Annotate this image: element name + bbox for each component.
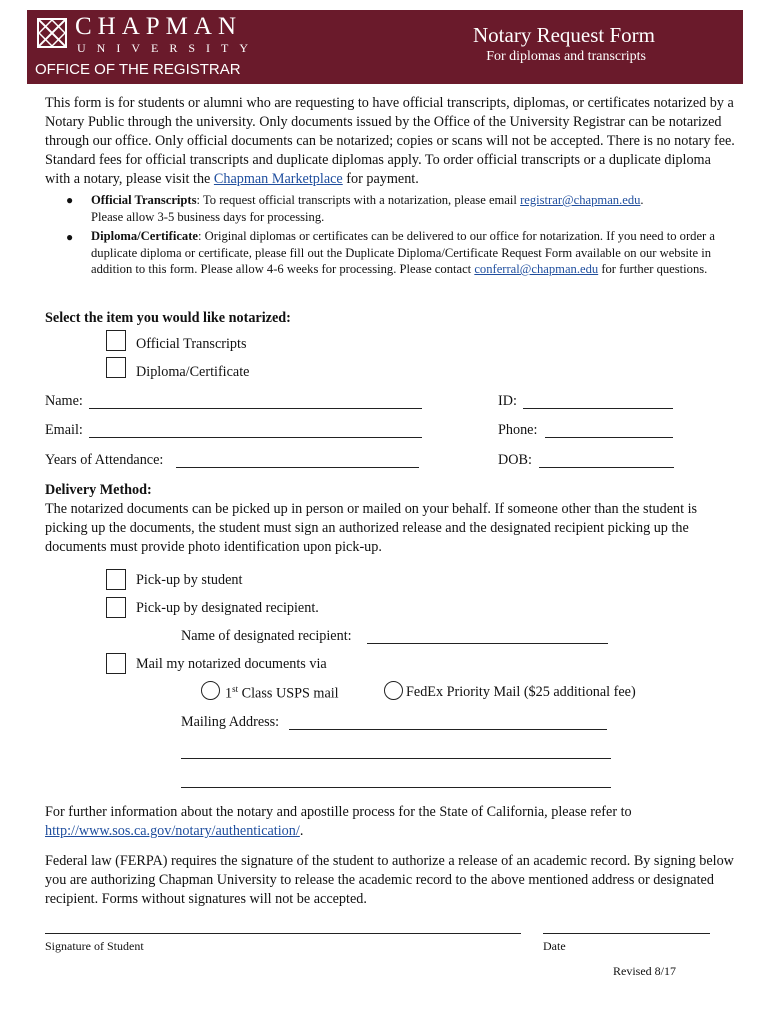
date-field[interactable] [543, 933, 710, 934]
official-transcripts-checkbox[interactable] [106, 330, 126, 351]
form-title: Notary Request Form [473, 23, 655, 47]
bullet-icon: ● [66, 193, 74, 207]
years-field[interactable] [176, 467, 419, 468]
phone-field[interactable] [545, 437, 673, 438]
mail-checkbox[interactable] [106, 653, 126, 674]
usps-radio[interactable] [201, 681, 220, 700]
fedex-radio[interactable] [384, 681, 403, 700]
pickup-student-checkbox[interactable] [106, 569, 126, 590]
select-heading: Select the item you would like notarized: [45, 310, 291, 326]
mailing-address-field-2[interactable] [181, 758, 611, 759]
conferral-email-link[interactable]: conferral@chapman.edu [474, 262, 599, 276]
bullet-icon: ● [66, 230, 74, 244]
office-name: OFFICE OF THE REGISTRAR [35, 61, 241, 78]
diploma-bullet: Diploma/Certificate: Original diplomas or certificates can be delivered to our office for notarization. If you need to order a duplicate diploma or certificate, please fill out the Duplicate Diploma/Certificate Request Form available on our website in addition to this form. Please allow 4-6 weeks for processing. Please contact conferral@chapman.edu for further questions. [91, 229, 715, 276]
fedex-label: FedEx Priority Mail ($25 additional fee) [406, 684, 636, 700]
pickup-student-label: Pick-up by student [136, 572, 243, 588]
email-label: Email: [45, 422, 83, 438]
delivery-paragraph: The notarized documents can be picked up in person or mailed on your behalf. If someone other than the student is picking up the documents, the student must sign an authorized release and the designated recipient picking up the documents must provide photo identification upon pick-up. [45, 501, 698, 555]
sos-link[interactable]: http://www.sos.ca.gov/notary/authentication/ [45, 823, 300, 839]
intro-paragraph: This form is for students or alumni who are requesting to have official transcripts, diplomas, or certificates notarized by a Notary Public through the university. Only documents issued by the Office of the University Registrar can be notarized through our office. Only official documents can be notarized; copies or scans will not be accepted. There is no notary fee. Standard fees for official transcripts and duplicate diplomas apply. To order official transcripts or a duplicate diploma with a notary, please visit the Chapman Marketplace for payment. [45, 95, 735, 187]
date-label: Date [543, 939, 566, 953]
name-field[interactable] [89, 408, 422, 409]
revised-label: Revised 8/17 [613, 964, 676, 978]
delivery-heading: Delivery Method: [45, 482, 152, 498]
mail-label: Mail my notarized documents via [136, 656, 327, 672]
diploma-certificate-label: Diploma/Certificate [136, 364, 250, 380]
pickup-recipient-label: Pick-up by designated recipient. [136, 600, 319, 616]
registrar-email-link[interactable]: registrar@chapman.edu [520, 193, 641, 207]
signature-label: Signature of Student [45, 939, 144, 953]
usps-label: 1st Class USPS mail [225, 684, 339, 702]
university-subtitle: UNIVERSITY [77, 41, 259, 55]
ferpa-paragraph: Federal law (FERPA) requires the signature of the student to authorize a release of an academic record. By signing below you are authorizing Chapman University to release the academic record to the above mentioned address or designated recipient. Forms without signatures will not be accepted. [45, 853, 734, 907]
mailing-address-label: Mailing Address: [181, 714, 280, 730]
years-label: Years of Attendance: [45, 452, 164, 468]
email-field[interactable] [89, 437, 422, 438]
marketplace-link[interactable]: Chapman Marketplace [213, 171, 343, 187]
recipient-name-label: Name of designated recipient: [181, 628, 352, 644]
info-paragraph: For further information about the notary and apostille process for the State of California, please refer to http://www.sos.ca.gov/notary/authentication/. [45, 804, 632, 839]
pickup-recipient-checkbox[interactable] [106, 597, 126, 618]
name-label: Name: [45, 393, 83, 409]
official-transcripts-label: Official Transcripts [136, 336, 247, 352]
transcripts-bullet: Official Transcripts: To request official transcripts with a notarization, please email registrar@chapman.edu. Please allow 3-5 business days for processing. [91, 193, 644, 224]
university-name: CHAPMAN [75, 13, 243, 40]
form-subtitle: For diplomas and transcripts [486, 49, 646, 64]
header-banner [27, 10, 743, 84]
diploma-certificate-checkbox[interactable] [106, 357, 126, 378]
dob-label: DOB: [498, 452, 532, 468]
phone-label: Phone: [498, 422, 538, 438]
id-label: ID: [498, 393, 517, 409]
chapman-logo-icon [37, 18, 67, 48]
mailing-address-field-1[interactable] [289, 729, 607, 730]
recipient-name-field[interactable] [367, 643, 608, 644]
signature-field[interactable] [45, 933, 521, 934]
dob-field[interactable] [539, 467, 674, 468]
id-field[interactable] [523, 408, 673, 409]
mailing-address-field-3[interactable] [181, 787, 611, 788]
